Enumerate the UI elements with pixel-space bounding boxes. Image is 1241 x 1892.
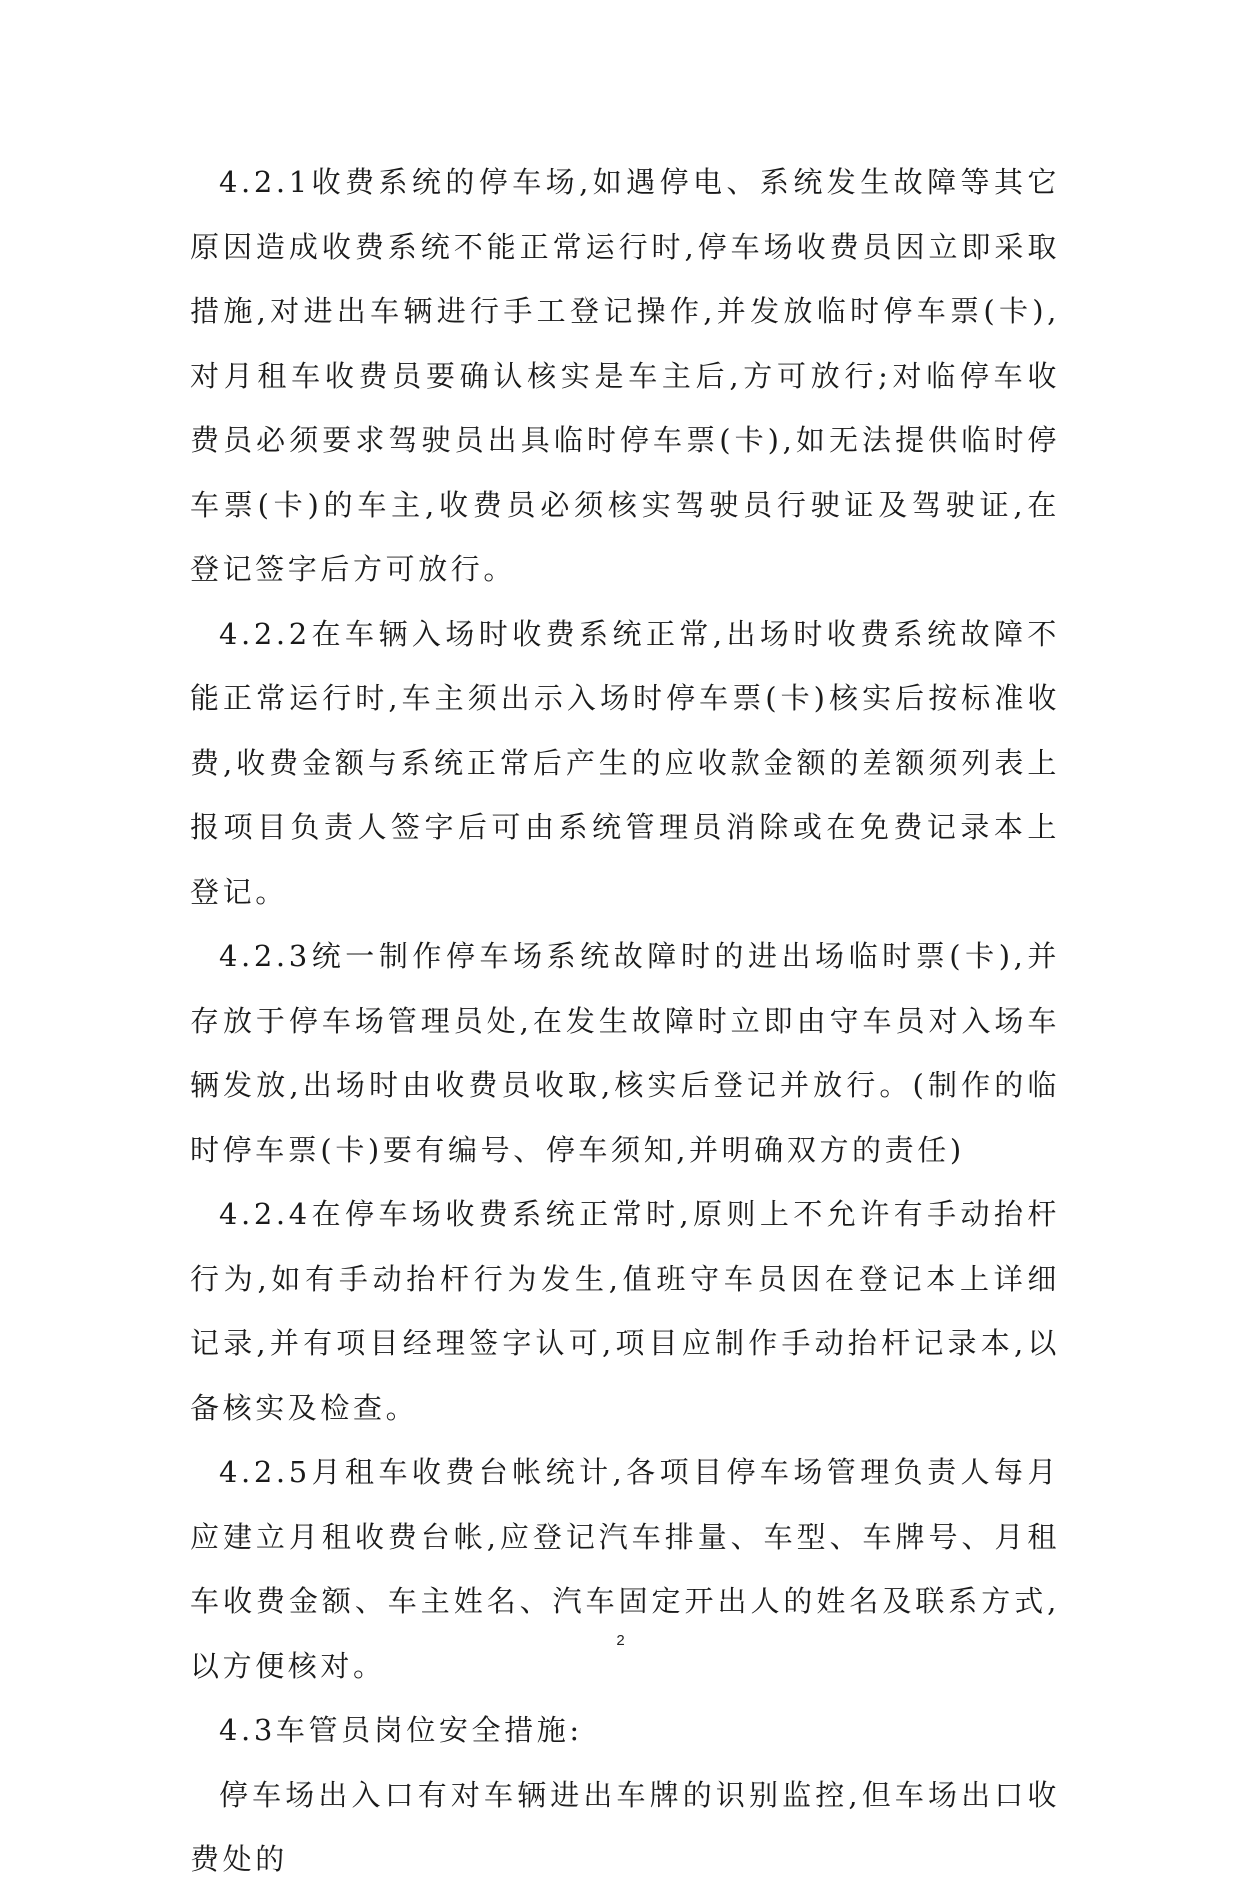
paragraph-4-2-3: 4.2.3统一制作停车场系统故障时的进出场临时票(卡),并存放于停车场管理员处,在发生故障时立即由守车员对入场车辆发放,出场时由收费员收取,核实后登记并放行。(制作的临时停车票(卡)要有编号、停车须知,并明确双方的责任)	[190, 939, 1060, 1167]
paragraph-4-3-body: 停车场出入口有对车辆进出车牌的识别监控,但车场出口收费处的	[190, 1777, 1060, 1876]
paragraph-4-2-2: 4.2.2在车辆入场时收费系统正常,出场时收费系统故障不能正常运行时,车主须出示入场时停车票(卡)核实后按标准收费,收费金额与系统正常后产生的应收款金额的差额须列表上报项目负责人签字后可由系统管理员消除或在免费记录本上登记。	[190, 616, 1060, 909]
document-body	[190, 150, 1060, 1892]
paragraph-4-2-4: 4.2.4在停车场收费系统正常时,原则上不允许有手动抬杆行为,如有手动抬杆行为发生,值班守车员因在登记本上详细记录,并有项目经理签字认可,项目应制作手动抬杆记录本,以备核实及检查。	[190, 1197, 1060, 1425]
page-number: 2	[616, 1632, 625, 1649]
section-heading-4-3: 4.3车管员岗位安全措施:	[219, 1713, 583, 1747]
paragraph-4-2-5: 4.2.5月租车收费台帐统计,各项目停车场管理负责人每月应建立月租收费台帐,应登记汽车排量、车型、车牌号、月租车收费金额、车主姓名、汽车固定开出人的姓名及联系方式,以方便核对。	[190, 1455, 1060, 1683]
paragraph-4-2-1: 4.2.1收费系统的停车场,如遇停电、系统发生故障等其它原因造成收费系统不能正常运行时,停车场收费员因立即采取措施,对进出车辆进行手工登记操作,并发放临时停车票(卡),对月租车收费员要确认核实是车主后,方可放行;对临停车收费员必须要求驾驶员出具临时停车票(卡),如无法提供临时停车票(卡)的车主,收费员必须核实驾驶员行驶证及驾驶证,在登记签字后方可放行。	[190, 165, 1060, 586]
